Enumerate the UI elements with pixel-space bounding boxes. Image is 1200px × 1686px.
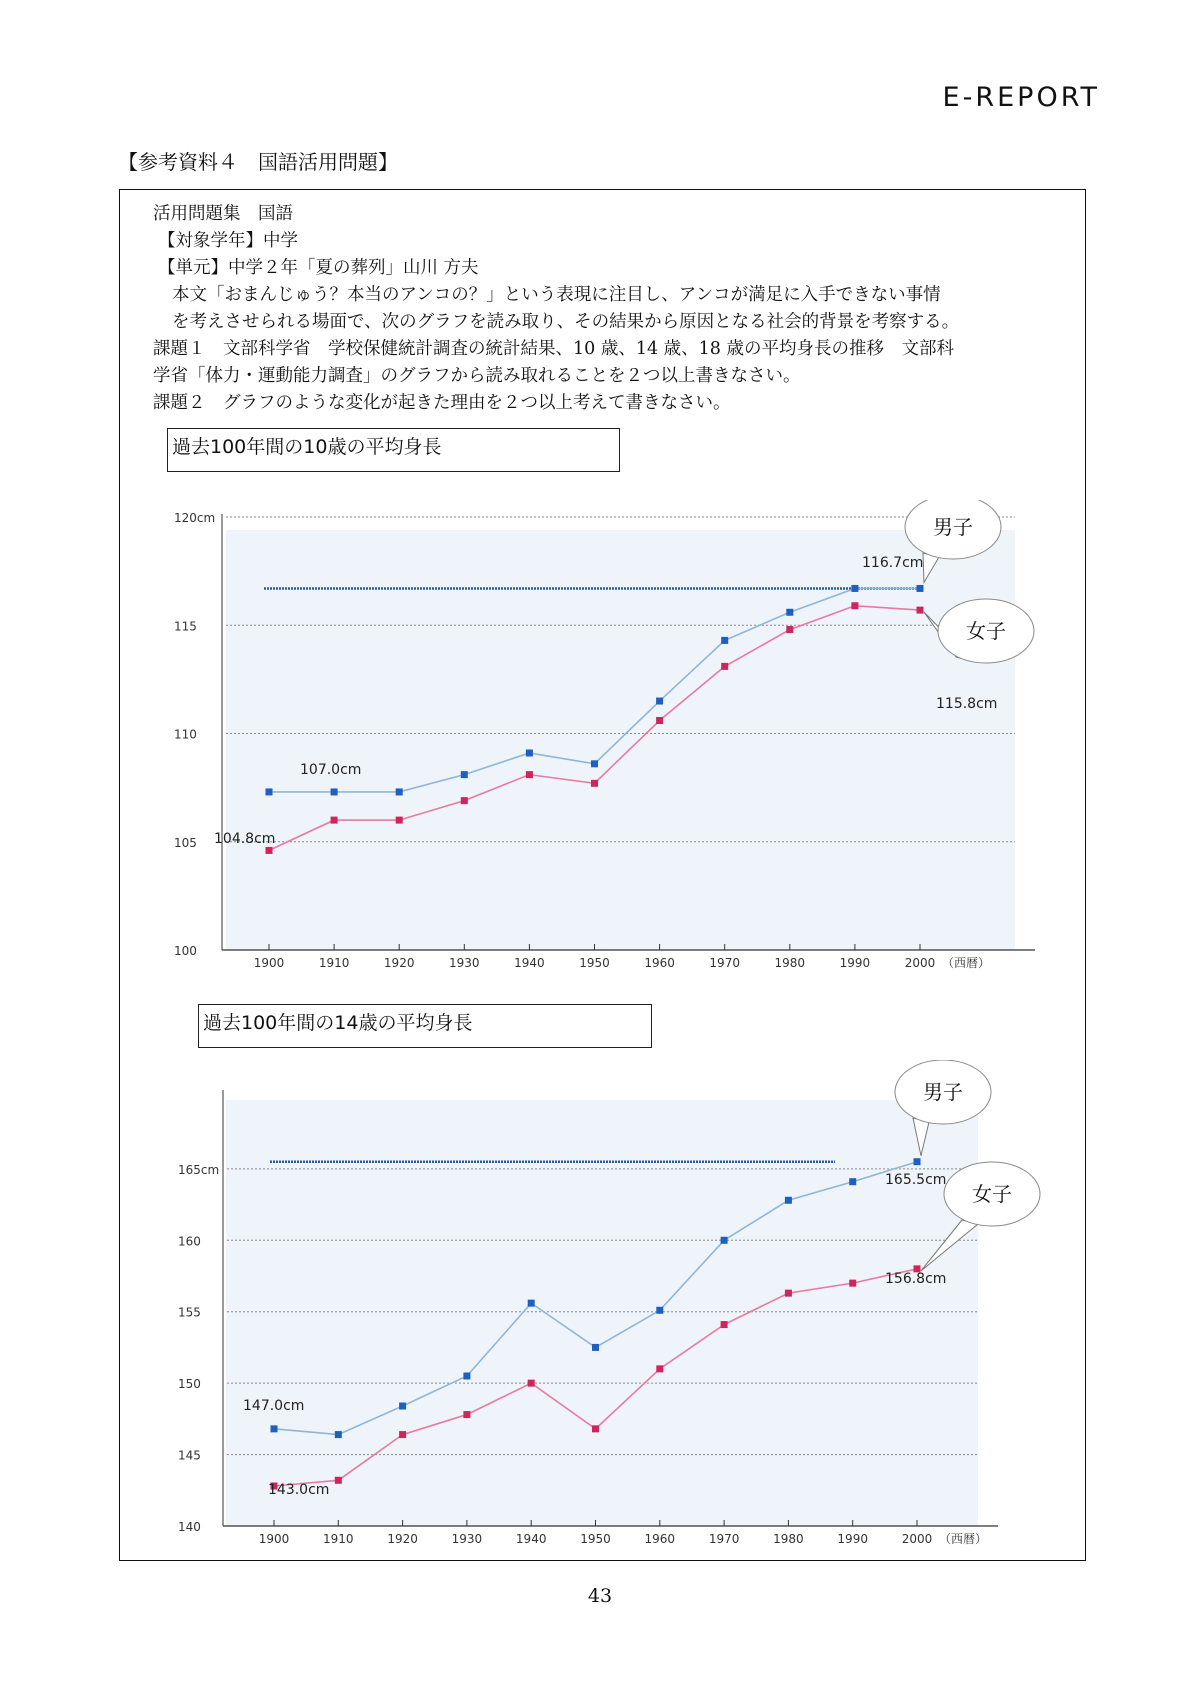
data-point bbox=[528, 1380, 535, 1387]
series-name-label: 女子 bbox=[966, 619, 1006, 643]
x-tick-label: 1950 bbox=[579, 956, 610, 970]
data-point bbox=[526, 771, 533, 778]
x-tick-label: 1910 bbox=[323, 1532, 354, 1546]
data-point bbox=[528, 1300, 535, 1307]
data-point bbox=[656, 698, 663, 705]
data-point bbox=[463, 1411, 470, 1418]
brand-logo: E-REPORT bbox=[942, 82, 1100, 113]
series-name-label: 女子 bbox=[972, 1182, 1012, 1206]
data-point bbox=[396, 788, 403, 795]
data-point bbox=[656, 717, 663, 724]
x-tick-label: 2000 bbox=[904, 956, 936, 970]
data-point bbox=[656, 1365, 663, 1372]
data-point bbox=[399, 1431, 406, 1438]
plot-background bbox=[226, 1100, 978, 1526]
data-point bbox=[721, 1237, 728, 1244]
data-point bbox=[917, 585, 924, 592]
data-point bbox=[721, 663, 728, 670]
x-tick-label: 1950 bbox=[580, 1532, 611, 1546]
value-annotation: 147.0cm bbox=[243, 1398, 305, 1414]
data-point bbox=[271, 1425, 278, 1432]
data-point bbox=[461, 797, 468, 804]
y-tick-label: 150 bbox=[178, 1377, 201, 1392]
chart-14yo-height bbox=[0, 1060, 1200, 1550]
series-name-label: 男子 bbox=[923, 1080, 963, 1104]
value-annotation: 107.0cm bbox=[300, 762, 362, 778]
y-tick-label: 145 bbox=[178, 1448, 201, 1463]
x-tick-label: 1990 bbox=[839, 956, 871, 970]
data-point bbox=[785, 1290, 792, 1297]
data-point bbox=[914, 1158, 921, 1165]
data-point bbox=[592, 1425, 599, 1432]
data-point bbox=[396, 817, 403, 824]
document-title: 【参考資料４ 国語活用問題】 bbox=[118, 150, 398, 174]
data-point bbox=[849, 1178, 856, 1185]
body-line: 活用問題集 国語 bbox=[153, 204, 293, 224]
y-tick-label: 105 bbox=[174, 835, 197, 850]
x-unit-label: （西暦） bbox=[939, 1532, 988, 1546]
y-tick-label: 155 bbox=[178, 1305, 201, 1320]
body-line: 【単元】中学２年「夏の葬列」山川 方夫 bbox=[158, 258, 479, 278]
x-tick-label: 1960 bbox=[644, 956, 675, 970]
series-name-label: 男子 bbox=[933, 515, 973, 539]
data-point bbox=[786, 609, 793, 616]
body-line: を考えさせられる場面で、次のグラフを読み取り、その結果から原因となる社会的背景を考察する。 bbox=[172, 312, 960, 332]
x-unit-label: （西暦） bbox=[942, 956, 991, 970]
data-point bbox=[463, 1373, 470, 1380]
value-annotation: 104.8cm bbox=[214, 831, 276, 847]
data-point bbox=[656, 1307, 663, 1314]
value-annotation: 156.8cm bbox=[885, 1271, 947, 1287]
data-point bbox=[721, 637, 728, 644]
data-point bbox=[526, 749, 533, 756]
data-point bbox=[335, 1431, 342, 1438]
body-line: 課題２ グラフのような変化が起きた理由を２つ以上考えて書きなさい。 bbox=[153, 393, 731, 413]
x-tick-label: 1980 bbox=[774, 956, 806, 970]
body-line: 学省「体力・運動能力調査」のグラフから読み取れることを２つ以上書きなさい。 bbox=[153, 366, 801, 386]
body-line: 本文「おまんじゅう？本当のアンコの？」という表現に注目し、アンコが満足に入手できない事情 bbox=[172, 285, 941, 305]
value-annotation: 143.0cm bbox=[268, 1482, 330, 1498]
x-tick-label: 1930 bbox=[449, 956, 480, 970]
data-point bbox=[335, 1477, 342, 1484]
plot-background bbox=[226, 530, 1015, 950]
chart-title-box: 過去100年間の14歳の平均身長 bbox=[198, 1004, 652, 1048]
chart-10yo-height bbox=[0, 500, 1200, 980]
x-tick-label: 1900 bbox=[258, 1532, 290, 1546]
page-number: 43 bbox=[587, 1585, 613, 1607]
data-point bbox=[917, 607, 924, 614]
y-tick-label: 165cm bbox=[178, 1162, 220, 1177]
data-point bbox=[851, 602, 858, 609]
y-tick-label: 115 bbox=[174, 619, 197, 634]
body-line: 課題１ 文部科学省 学校保健統計調査の統計結果、10 歳、14 歳、18 歳の平均身長の推移 文部科 bbox=[153, 339, 954, 359]
x-tick-label: 1960 bbox=[644, 1532, 676, 1546]
data-point bbox=[591, 780, 598, 787]
x-tick-label: 1970 bbox=[709, 956, 740, 970]
data-point bbox=[461, 771, 468, 778]
x-tick-label: 2000 bbox=[901, 1532, 933, 1546]
x-tick-label: 1940 bbox=[515, 1532, 547, 1546]
value-annotation: 115.8cm bbox=[936, 696, 998, 712]
body-line: 【対象学年】中学 bbox=[158, 231, 298, 251]
data-point bbox=[721, 1321, 728, 1328]
value-annotation: 165.5cm bbox=[885, 1172, 947, 1188]
x-tick-label: 1920 bbox=[383, 956, 415, 970]
data-point bbox=[851, 585, 858, 592]
data-point bbox=[849, 1280, 856, 1287]
x-tick-label: 1930 bbox=[451, 1532, 483, 1546]
data-point bbox=[266, 788, 273, 795]
data-point bbox=[399, 1403, 406, 1410]
x-tick-label: 1970 bbox=[708, 1532, 740, 1546]
x-tick-label: 1900 bbox=[253, 956, 285, 970]
data-point bbox=[592, 1344, 599, 1351]
data-point bbox=[331, 788, 338, 795]
y-tick-label: 140 bbox=[178, 1520, 201, 1534]
data-point bbox=[266, 847, 273, 854]
data-point bbox=[591, 760, 598, 767]
data-point bbox=[786, 626, 793, 633]
data-point bbox=[785, 1197, 792, 1204]
x-tick-label: 1980 bbox=[773, 1532, 804, 1546]
data-point bbox=[331, 817, 338, 824]
y-tick-label: 110 bbox=[174, 727, 197, 742]
chart-title-box: 過去100年間の10歳の平均身長 bbox=[167, 428, 620, 472]
y-tick-label: 160 bbox=[178, 1234, 201, 1249]
x-tick-label: 1920 bbox=[387, 1532, 418, 1546]
x-tick-label: 1990 bbox=[837, 1532, 868, 1546]
x-tick-label: 1940 bbox=[514, 956, 545, 970]
x-tick-label: 1910 bbox=[318, 956, 350, 970]
y-tick-label: 100 bbox=[174, 944, 197, 958]
value-annotation: 116.7cm bbox=[862, 555, 924, 571]
y-tick-label: 120cm bbox=[174, 511, 216, 525]
